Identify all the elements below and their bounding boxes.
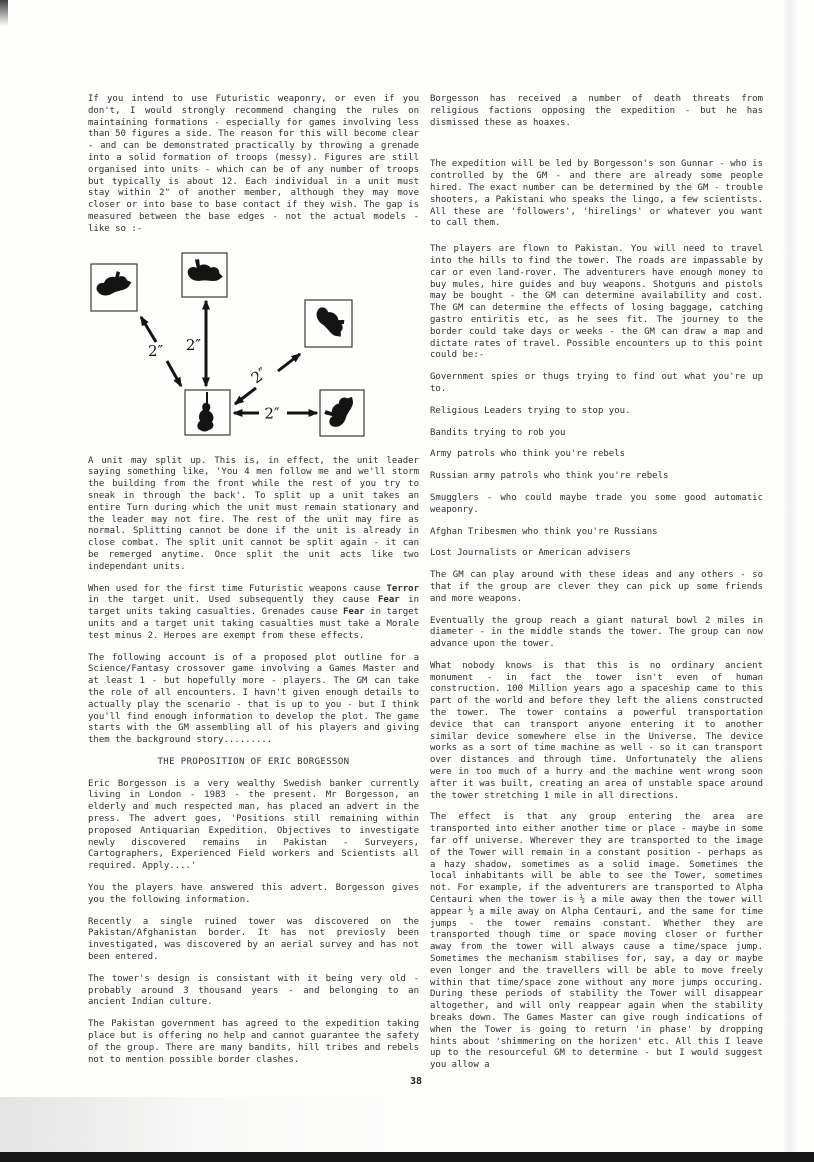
scan-artifact-right-edge	[782, 0, 798, 1162]
scan-artifact-bottom-shadow	[0, 1097, 400, 1152]
paragraph-natural-bowl: Eventually the group reach a giant natural bowl 2 miles in diameter - in the middle stands the tower. The group can now advance upon the tower.	[430, 615, 763, 650]
unit-spacing-diagram	[88, 246, 419, 444]
encounter-item: Russian army patrols who think you're rebels	[430, 471, 669, 482]
encounter-item: Afghan Tribesmen who think you're Russians	[430, 526, 658, 537]
section-heading: THE PROPOSITION OF ERIC BORGESSON	[157, 756, 350, 767]
distance-label: 2″	[247, 363, 271, 387]
paragraph-gm-ideas: The GM can play around with these ideas and any others - so that if the group are clever they can pick up some friends and more weapons.	[430, 570, 763, 604]
encounter-item: Lost Journalists or American advisers	[430, 548, 631, 559]
distance-label: 2″	[264, 404, 280, 423]
paragraph-players-flown: The players are flown to Pakistan. You will need to travel into the hills to find the tower. The roads are impassable by car or even land-rover. The adventurers have enough money to buy mules, hire guides and buy weapons. Shotguns and pistols may be bought - the GM can determine availability and cost. The GM can determine the effects of losing baggage, catching gastro entiritis etc, as he sees fit. The journey to the border could take days or weeks - the GM can draw a map and dictate rates of travel. Possible encounters up to this point could be:-	[430, 244, 763, 361]
page-number: 38	[410, 1076, 423, 1087]
paragraph-unit-split: A unit may split up. This is, in effect, the unit leader saying something like, 'You 4 men follow me and we'll storm the building from the front while the rest of you try to sneak in through the back'. To split up a unit takes an entire Turn during which the unit must remain stationary and the leader may not fire. The rest of the unit may fire as normal. Splitting cannot be done if the unit is already in close combat. The split unit cannot be split again - it can be remerged anytime. Once split the unit acts like two independant units.	[88, 455, 419, 572]
paragraph-eric-borgesson: Eric Borgesson is a very wealthy Swedish banker currently living in London - 1983 - the present. Mr Borgesson, an elderly and much respected man, has placed an advert in the press. The advert goes, 'Positions still remaining within proposed Antiquarian Expedition. Objectives to investigate newly discovered remains in Pakistan - Surveyers, Cartographers, Experienced Field workers and Scientists all required. Apply....'	[88, 778, 419, 872]
encounter-item: Government spies or thugs trying to find out what you're up to.	[430, 372, 763, 394]
scan-artifact-bottom-bar	[0, 1152, 814, 1162]
paragraph-futuristic-weaponry: If you intend to use Futuristic weaponry, or even if you don't, I would strongly recommend changing the rules on maintaining formations - especially for games involving less than 50 figures a side. The reason for this will become clear - and can be demonstrated practically by throwing a grenade into a solid formation of troops (messy). Figures are still organised into units - which can be of any number of troops but typically is about 12. Each individual in a unit must stay within 2" of another member, although they may move closer or into base to base contact if they wish. The gap is measured between the base edges - not the actual models - like so :-	[88, 94, 419, 234]
paragraph-tower-effect: The effect is that any group entering the area are transported into either another time or place - maybe in some far off universe. Wherever they are transported to the image of the Tower will remain in a constant position - perhaps as a hazy shadow, sometimes as a solid image. Sometimes the local inhabitants will be able to see the Tower, sometimes not. For example, if the adventurers are transported to Alpha Centauri when the tower is ½ a mile away then the tower will appear ½ a mile away on Alpha Centauri, and the same for time jumps - the tower remains constant. Whether they are transported though time or space moving closer or further away from the tower will always cause a time/space jump. Sometimes the mechanism stabilises for, say, a day or maybe even longer and the travellers will be able to move freely within that time/space zone without any more jumps occuring. During these periods of stability the Tower will disappear altogether, and will only reappear again when the stability breaks down. The Games Master can give rough indications of when the Tower is going to return 'in phase' by dropping hints about 'shimmering on the horizen' etc. All this I leave up to the resourceful GM to determine - but I would suggest you allow a	[430, 812, 763, 1071]
paragraph-players-answered: You the players have answered this advert. Borgesson gives you the following information.	[88, 883, 419, 905]
scan-artifact-corner	[0, 0, 8, 26]
paragraph-plot-outline: The following account is of a proposed plot outline for a Science/Fantasy crossover game involving a Games Master and at least 1 - but hopefully more - players. The GM can take the role of all encounters. I havn't given enough details to actually play the scenario - that is up to you - but I think you'll find enough information to develop the plot. The game starts with the GM assembling all of his players and giving them the background story.........	[88, 652, 419, 746]
paragraph-death-threats: Borgesson has received a number of death threats from religious factions opposing the expedition - but he has dismissed these as hoaxes.	[430, 94, 763, 128]
left-column	[88, 94, 419, 1076]
distance-label: 2″	[185, 335, 201, 354]
paragraph-tower-design: The tower's design is consistant with it being very old - probably around 3 thousand years - and belonging to an ancient Indian culture.	[88, 973, 419, 1008]
encounter-item: Religious Leaders trying to stop you.	[430, 405, 631, 416]
paragraph-ruined-tower: Recently a single ruined tower was discovered on the Pakistan/Afghanistan border. It has not previosly been investigated, was discovered by an aerial survey and has not been entered.	[88, 916, 419, 963]
encounter-item: Army patrols who think you're rebels	[430, 449, 626, 460]
paragraph-expedition-led: The expedition will be led by Borgesson's son Gunnar - who is controlled by the GM - and there are already some people hired. The exact number can be determined by the GM - trouble shooters, a Pakistani who speaks the lingo, a few scientists. All these are 'followers', 'hirelings' or whatever you want to call them.	[430, 159, 763, 229]
paragraph-terror-fear: When used for the first time Futuristic weapons cause Terror in the target unit. Used subsequently they cause Fear in target units taking casualties. Grenades cause Fear in target units and a target unit taking casualties must take a Morale test minus 2. Heroes are exempt from these effects.	[88, 583, 420, 641]
paragraph-pakistan-government: The Pakistan government has agreed to the expedition taking place but is offering no help and cannot guarantee the safety of the group. There are many bandits, hill tribes and rebels not to mention possible border clashes.	[88, 1019, 419, 1065]
distance-label: 2″	[148, 341, 164, 360]
encounter-item: Smugglers - who could maybe trade you some good automatic weaponry.	[430, 492, 763, 515]
encounter-item: Bandits trying to rob you	[430, 427, 566, 438]
right-column	[430, 94, 763, 1082]
paragraph-alien-tower: What nobody knows is that this is no ordinary ancient monument - in fact the tower isn't even of human construction. 100 Million years ago a spaceship came to this part of the world and before they left the aliens constructed the tower. The tower contains a powerful transportation device that can transport anyone entering it to another similar device somewhere else in the Universe. The device works as a sort of time machine as well - so it can transport over distances and through time. Unfortunately the aliens were in too much of a hurry and the machine went wrong soon after it was built, creating an area of unstable space around the tower stretching 1 mile in all directions.	[430, 660, 763, 801]
unit-spacing-diagram-svg	[88, 246, 380, 444]
